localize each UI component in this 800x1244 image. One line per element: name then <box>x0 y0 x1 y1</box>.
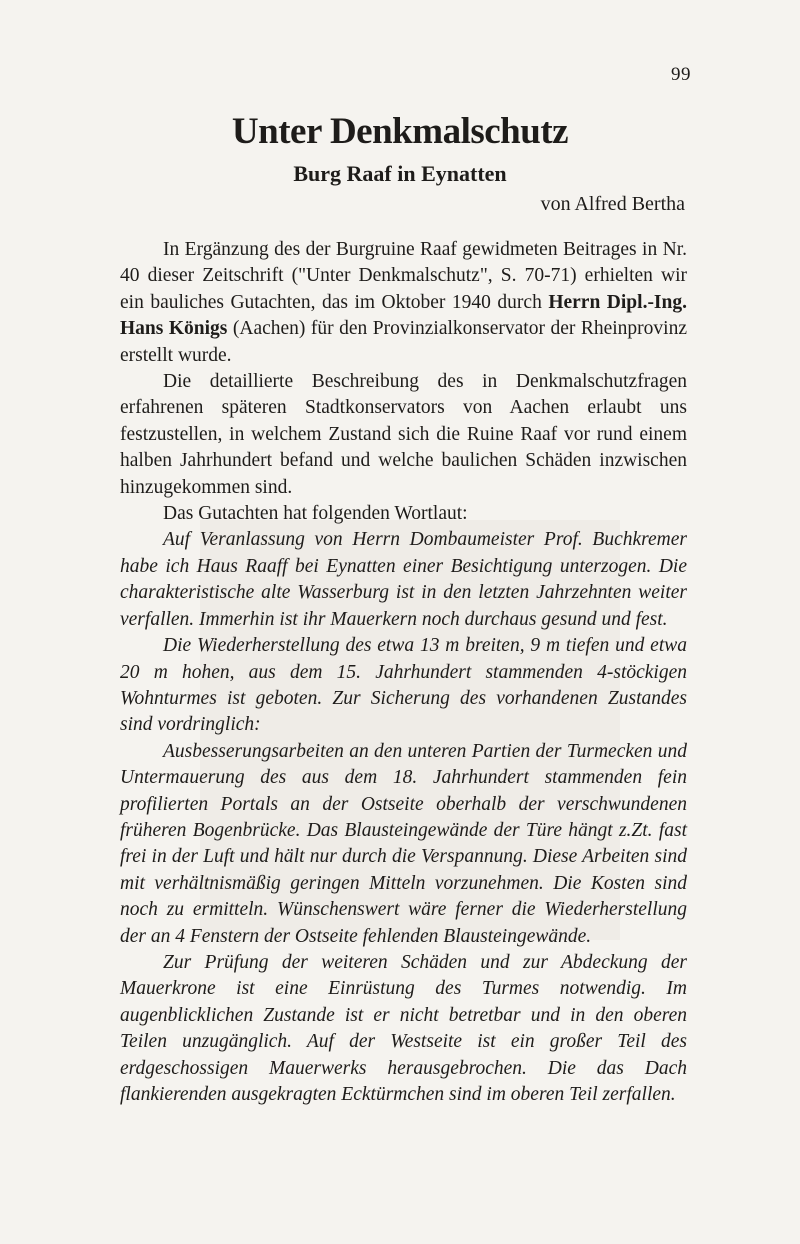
article-subtitle: Burg Raaf in Eynatten <box>293 161 507 186</box>
page-number: 99 <box>671 64 691 85</box>
paragraph-lead-in: Das Gutachten hat folgenden Wortlaut: <box>163 503 468 525</box>
quote-paragraph-1: Auf Veranlassung von Herrn Dombaumeister Prof. Buchkremer habe ich Haus Raaff bei Eynatten einer Besichtigung unterzogen. Die charakteristische alte Wasserburg ist in den letzten Jahrzehnten weiter verfallen. Immerhin ist ihr Mauerkern noch durchaus gesund und fest. <box>120 529 687 630</box>
expert-name: Herrn Dipl.-Ing. Hans Königs <box>120 291 687 340</box>
article-title: Unter Denkmalschutz <box>231 111 569 152</box>
quote-paragraph-2: Die Wiederherstellung des etwa 13 m breiten, 9 m tiefen und etwa 20 m hohen, aus dem 15. Jahrhundert stammenden 4-stöckigen Wohnturmes ist geboten. Zur Sicherung des vorhandenen Zustandes sind vordringlich: <box>120 635 687 736</box>
paragraph-description: Die detaillierte Beschreibung des in Denkmalschutzfragen erfahrenen späteren Stadtkonservators von Aachen erlaubt uns festzustellen, in welchem Zustand sich die Ruine Raaf vor rund einem halben Jahrhundert befand und welche baulichen Schäden inzwischen hinzugekommen sind. <box>120 371 687 498</box>
article-body <box>120 237 687 1108</box>
paragraph-intro <box>120 237 687 369</box>
quote-paragraph-4: Zur Prüfung der weiteren Schäden und zur Abdeckung der Mauerkrone ist eine Einrüstung des Turmes notwendig. Im augenblicklichen Zustande ist er nicht betretbar und in den oberen Teilen unzugänglich. Auf der Westseite ist ein großer Teil des erdgeschossigen Mauerwerks herausgebrochen. Die das Dach flankierenden ausgekragten Ecktürmchen sind im oberen Teil zerfallen. <box>120 951 687 1105</box>
quote-paragraph-3: Ausbesserungsarbeiten an den unteren Partien der Turmecken und Untermauerung des aus dem 18. Jahrhundert stammenden fein profilierten Portals an der Ostseite oberhalb der verschwundenen früheren Bogenbrücke. Das Blausteingewände der Türe hängt z.Zt. fast frei in der Luft und hält nur durch die Verspannung. Diese Arbeiten sind mit verhältnismäßig geringen Mitteln vorzunehmen. Die Kosten sind noch zu ermitteln. Wünschenswert wäre ferner die Wiederherstellung der an 4 Fenstern der Ostseite fehlenden Blausteingewände. <box>120 740 687 947</box>
paragraph-intro-text-b: (Aachen) für den Provinzialkonservator der Rheinprovinz erstellt wurde. <box>120 318 687 366</box>
article-author: von Alfred Bertha <box>540 193 685 215</box>
paragraph-intro-text-a: In Ergänzung des der Burgruine Raaf gewidmeten Beitrages in Nr. 40 dieser Zeitschrift ("Unter Denkmalschutz", S. 70-71) erhielten wir ein bauliches Gutachten, das im Oktober 1940 durch <box>120 239 687 313</box>
